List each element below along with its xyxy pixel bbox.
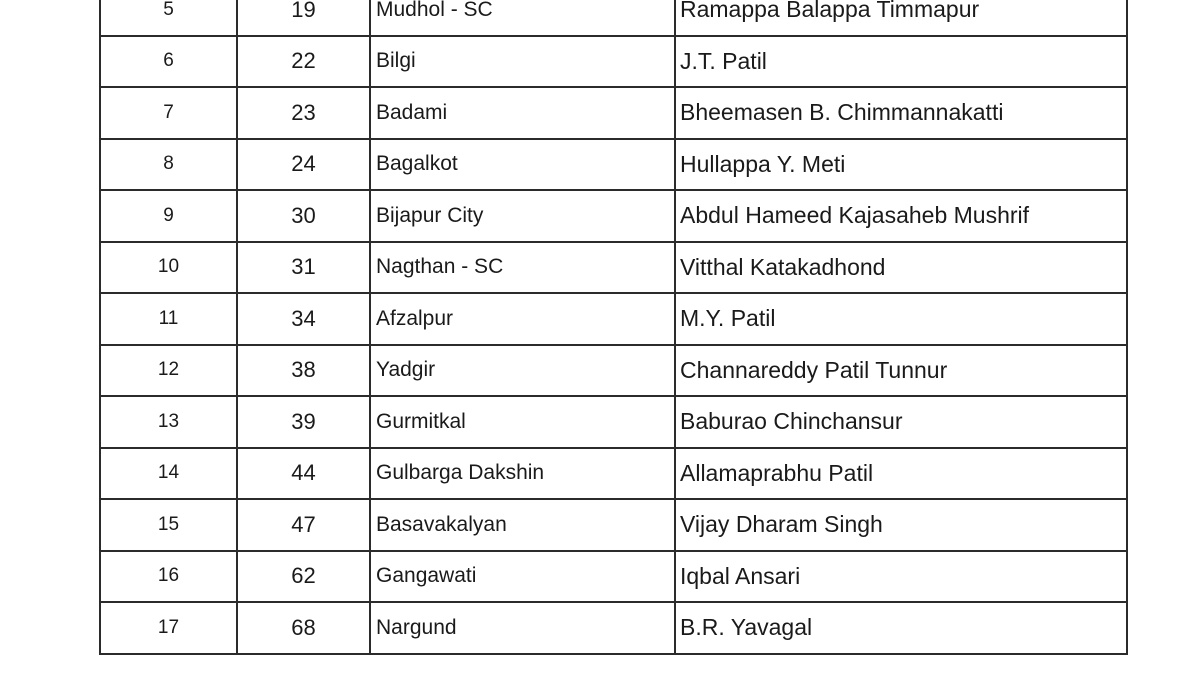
candidate-name-cell: Allamaprabhu Patil bbox=[675, 448, 1127, 500]
constituency-name-cell: Gangawati bbox=[370, 551, 675, 603]
table-row bbox=[100, 139, 1127, 191]
constituency-number-cell: 47 bbox=[237, 499, 370, 551]
table-row bbox=[100, 190, 1127, 242]
serial-number-cell: 9 bbox=[100, 190, 237, 242]
candidate-name-cell: Channareddy Patil Tunnur bbox=[675, 345, 1127, 397]
candidate-name-cell: Iqbal Ansari bbox=[675, 551, 1127, 603]
constituency-name-cell: Gurmitkal bbox=[370, 396, 675, 448]
constituency-name-cell: Bagalkot bbox=[370, 139, 675, 191]
table-row bbox=[100, 293, 1127, 345]
candidate-name-cell: B.R. Yavagal bbox=[675, 602, 1127, 654]
constituency-name-cell: Afzalpur bbox=[370, 293, 675, 345]
table-row bbox=[100, 87, 1127, 139]
table-row bbox=[100, 36, 1127, 88]
table-row bbox=[100, 602, 1127, 654]
table-row bbox=[100, 499, 1127, 551]
constituency-name-cell: Bilgi bbox=[370, 36, 675, 88]
constituency-number-cell: 19 bbox=[237, 0, 370, 36]
constituency-name-cell: Bijapur City bbox=[370, 190, 675, 242]
candidate-name-cell: Hullappa Y. Meti bbox=[675, 139, 1127, 191]
constituency-number-cell: 44 bbox=[237, 448, 370, 500]
constituency-name-cell: Yadgir bbox=[370, 345, 675, 397]
constituency-number-cell: 68 bbox=[237, 602, 370, 654]
candidate-name-cell: Bheemasen B. Chimmannakatti bbox=[675, 87, 1127, 139]
serial-number-cell: 11 bbox=[100, 293, 237, 345]
constituency-name-cell: Mudhol - SC bbox=[370, 0, 675, 36]
table-row bbox=[100, 396, 1127, 448]
constituency-number-cell: 38 bbox=[237, 345, 370, 397]
table-body bbox=[100, 0, 1127, 654]
serial-number-cell: 15 bbox=[100, 499, 237, 551]
constituency-number-cell: 62 bbox=[237, 551, 370, 603]
table-row bbox=[100, 242, 1127, 294]
constituency-number-cell: 31 bbox=[237, 242, 370, 294]
constituency-name-cell: Badami bbox=[370, 87, 675, 139]
serial-number-cell: 17 bbox=[100, 602, 237, 654]
table-row bbox=[100, 551, 1127, 603]
serial-number-cell: 16 bbox=[100, 551, 237, 603]
table-row bbox=[100, 0, 1127, 36]
candidate-name-cell: Vijay Dharam Singh bbox=[675, 499, 1127, 551]
candidate-name-cell: Baburao Chinchansur bbox=[675, 396, 1127, 448]
candidate-name-cell: Abdul Hameed Kajasaheb Mushrif bbox=[675, 190, 1127, 242]
serial-number-cell: 6 bbox=[100, 36, 237, 88]
constituency-name-cell: Nargund bbox=[370, 602, 675, 654]
serial-number-cell: 10 bbox=[100, 242, 237, 294]
serial-number-cell: 12 bbox=[100, 345, 237, 397]
constituency-name-cell: Gulbarga Dakshin bbox=[370, 448, 675, 500]
candidate-name-cell: Ramappa Balappa Timmapur bbox=[675, 0, 1127, 36]
constituency-number-cell: 39 bbox=[237, 396, 370, 448]
candidate-name-cell: J.T. Patil bbox=[675, 36, 1127, 88]
serial-number-cell: 5 bbox=[100, 0, 237, 36]
candidate-list-table bbox=[99, 0, 1128, 655]
constituency-number-cell: 22 bbox=[237, 36, 370, 88]
serial-number-cell: 7 bbox=[100, 87, 237, 139]
candidate-name-cell: Vitthal Katakadhond bbox=[675, 242, 1127, 294]
serial-number-cell: 13 bbox=[100, 396, 237, 448]
table-row bbox=[100, 345, 1127, 397]
constituency-name-cell: Basavakalyan bbox=[370, 499, 675, 551]
serial-number-cell: 14 bbox=[100, 448, 237, 500]
constituency-number-cell: 24 bbox=[237, 139, 370, 191]
serial-number-cell: 8 bbox=[100, 139, 237, 191]
candidate-name-cell: M.Y. Patil bbox=[675, 293, 1127, 345]
table-row bbox=[100, 448, 1127, 500]
constituency-name-cell: Nagthan - SC bbox=[370, 242, 675, 294]
constituency-number-cell: 30 bbox=[237, 190, 370, 242]
constituency-number-cell: 23 bbox=[237, 87, 370, 139]
constituency-number-cell: 34 bbox=[237, 293, 370, 345]
